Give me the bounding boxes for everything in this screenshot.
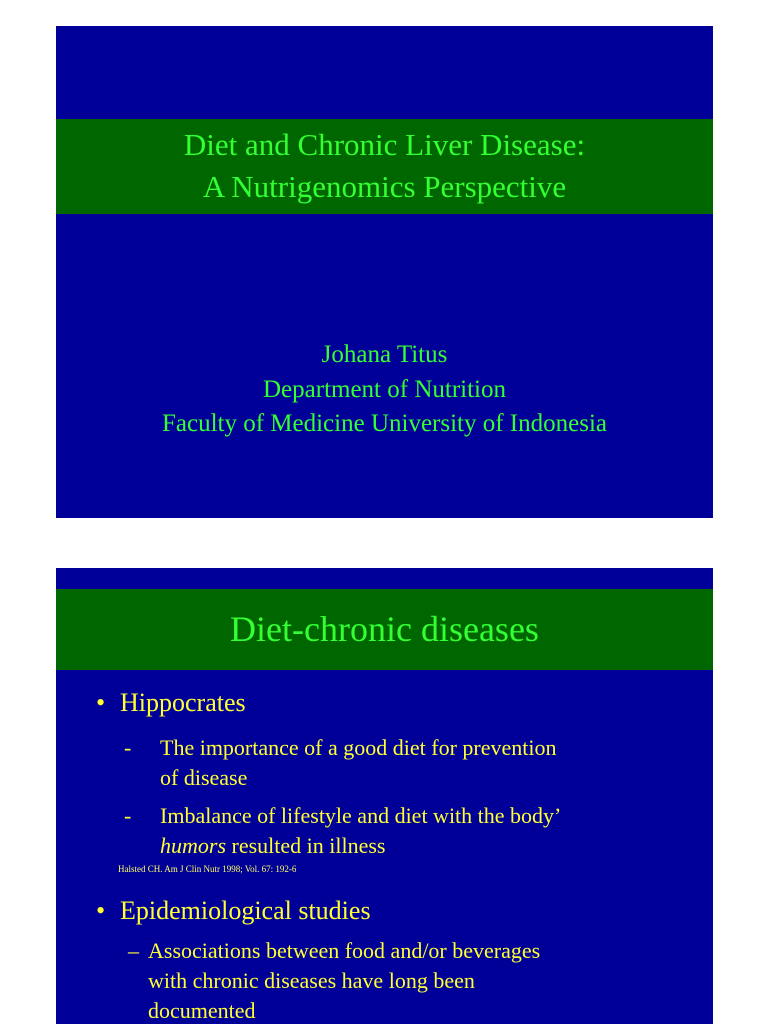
content-slide <box>56 568 713 1024</box>
bullet-hippocrates <box>96 688 246 718</box>
author-name: Johana Titus <box>321 341 448 368</box>
bullet-mark: • <box>96 688 106 717</box>
bullet-mark: • <box>96 896 106 925</box>
sub-text-line-1: Imbalance of lifestyle and diet with the body’ <box>160 803 562 828</box>
author-department: Department of Nutrition <box>263 375 506 403</box>
sub-text-line-1: The importance of a good diet for prevention <box>160 735 557 760</box>
slide-title: Diet-chronic diseases <box>230 609 539 649</box>
sub-dash: - <box>124 735 132 760</box>
citation: Halsted CH. Am J Clin Nutr 1998; Vol. 67: 192-6 <box>118 864 297 874</box>
sub-item-associations <box>128 936 688 1024</box>
bullet-label: Hippocrates <box>120 688 246 717</box>
sub-text-line-2: of disease <box>160 765 248 790</box>
sub-item-good-diet <box>124 733 684 795</box>
author-faculty: Faculty of Medicine University of Indonesia <box>161 410 608 437</box>
author-block <box>56 338 713 442</box>
sub-text-line-1: Associations between food and/or beverages <box>148 938 541 963</box>
sub-text-line-2 <box>160 831 386 861</box>
bullet-epidemiological <box>96 896 371 926</box>
sub-text-rest: resulted in illness <box>226 833 386 858</box>
bullet-label: Epidemiological studies <box>120 896 371 925</box>
sub-item-imbalance <box>124 801 684 863</box>
title-slide <box>56 26 713 518</box>
slide-title <box>56 124 713 208</box>
sub-text-line-2: with chronic diseases have long been <box>148 968 475 993</box>
sub-text-line-3: documented <box>148 998 256 1023</box>
title-line-2: A Nutrigenomics Perspective <box>202 169 567 204</box>
sub-dash: – <box>128 938 139 963</box>
title-line-1: Diet and Chronic Liver Disease: <box>183 127 586 162</box>
sub-dash: - <box>124 803 132 828</box>
humors-term: humors <box>160 833 227 858</box>
